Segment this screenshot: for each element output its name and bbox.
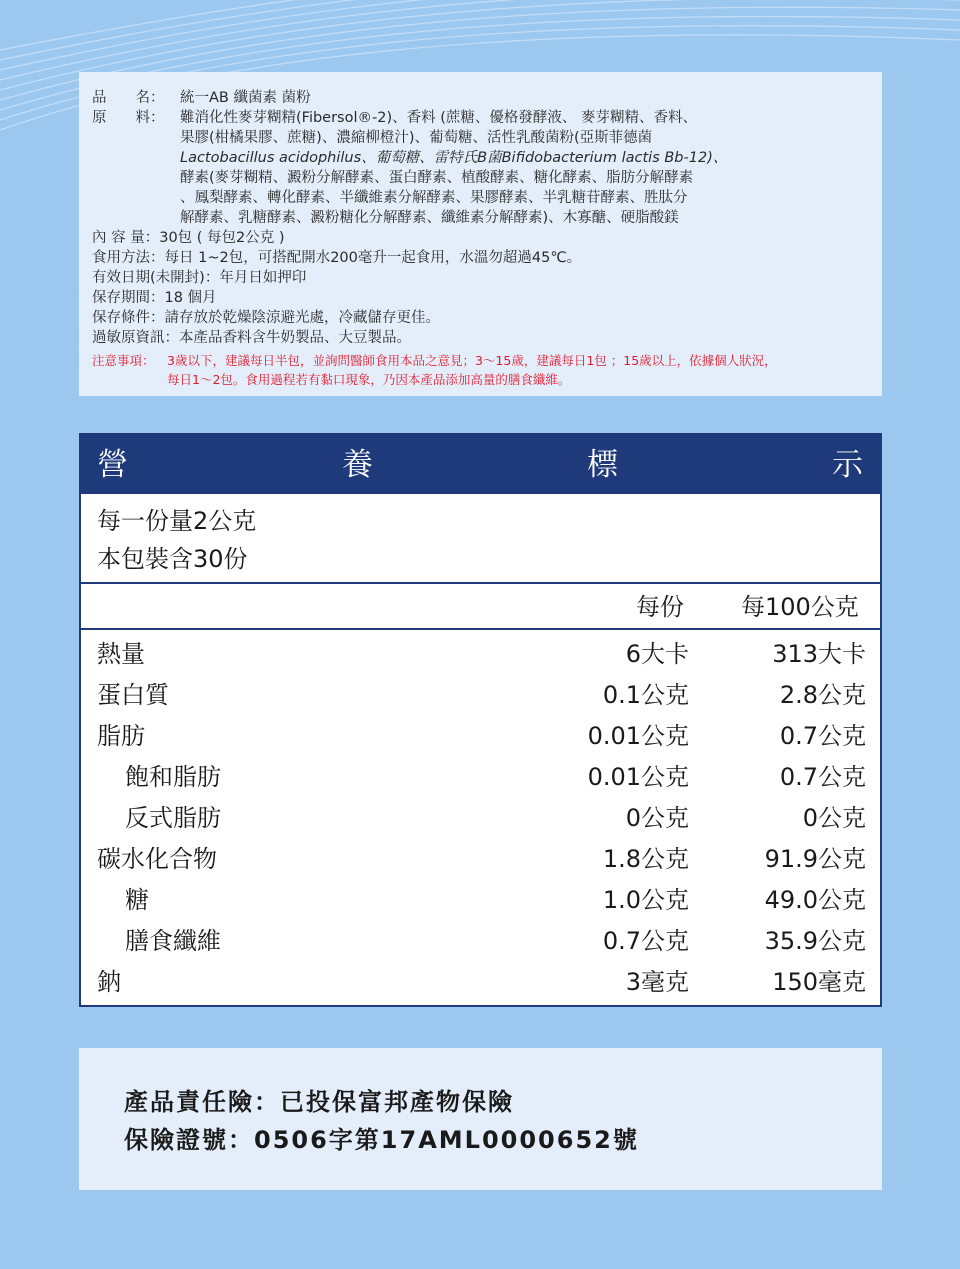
nutrient-per-100g: 0公克 xyxy=(802,804,866,832)
insurance-panel xyxy=(79,1048,882,1190)
policy-number-text: 保險證號：0506字第17AML0000652號 xyxy=(124,1126,639,1154)
nutrient-per-100g: 2.8公克 xyxy=(779,681,866,709)
notice-label: 注意事項： xyxy=(92,353,155,368)
product-name-value: 統一AB 纖菌素 菌粉 xyxy=(180,90,311,106)
nutrient-name: 蛋白質 xyxy=(97,681,169,709)
nutrition-title-char-3: 標 xyxy=(587,447,618,483)
nutrient-per-serving: 0.01公克 xyxy=(587,763,689,791)
allergen-label: 過敏原資訊： xyxy=(92,330,179,346)
nutrient-per-100g: 313大卡 xyxy=(772,640,866,668)
storage-label: 保存條件： xyxy=(92,310,165,326)
nutrient-per-serving: 0.1公克 xyxy=(602,681,689,709)
nutrition-title-char-1: 營 xyxy=(97,447,128,483)
nutrient-per-serving: 1.0公克 xyxy=(602,886,689,914)
storage-value: 請存放於乾燥陰涼避光處，冷藏儲存更佳。 xyxy=(164,310,440,326)
content-row xyxy=(92,229,285,248)
shelf-life-value: 18 個月 xyxy=(164,290,217,306)
nutrient-per-serving: 0.01公克 xyxy=(587,722,689,750)
nutrient-per-serving: 0公克 xyxy=(625,804,689,832)
nutrient-per-100g: 91.9公克 xyxy=(764,845,866,873)
nutrient-name: 脂肪 xyxy=(97,722,145,750)
nutrient-per-100g: 0.7公克 xyxy=(779,722,866,750)
ingredients-line-4: 酵素(麥芽糊精、澱粉分解酵素、蛋白酵素、植酸酵素、糖化酵素、脂肪分解酵素 xyxy=(180,170,694,186)
column-header-per-100g: 每100公克 xyxy=(741,593,859,621)
product-info-panel xyxy=(79,72,882,396)
liability-insurance-text: 產品責任險：已投保富邦產物保險 xyxy=(124,1088,514,1116)
storage-row xyxy=(92,309,440,328)
ingredients-line-2: 果膠(柑橘果膠、蔗糖)、濃縮柳橙汁)、葡萄糖、活性乳酸菌粉(亞斯菲德菌 xyxy=(180,130,653,146)
product-name-label: 品 名： xyxy=(92,90,165,106)
ingredients-line-1: 難消化性麥芽糊精(Fibersol®-2)、香料 (蔗糖、優格發酵液、 麥芽糊精、香料、 xyxy=(180,110,697,126)
ingredients-line-5: 、鳳梨酵素、轉化酵素、半纖維素分解酵素、果膠酵素、半乳糖苷酵素、胜肽分 xyxy=(180,190,688,206)
nutrient-per-serving: 3毫克 xyxy=(625,968,689,996)
nutrient-per-serving: 1.8公克 xyxy=(602,845,689,873)
nutrition-title-bar xyxy=(81,435,880,494)
nutrition-title-char-4: 示 xyxy=(832,447,863,483)
nutrient-name: 反式脂肪 xyxy=(125,804,221,832)
divider-header xyxy=(81,628,880,630)
shelf-life-row xyxy=(92,289,217,308)
nutrient-per-100g: 0.7公克 xyxy=(779,763,866,791)
nutrient-per-serving: 0.7公克 xyxy=(602,927,689,955)
nutrient-per-100g: 150毫克 xyxy=(772,968,866,996)
usage-row xyxy=(92,249,581,268)
ingredients-label: 原 料： xyxy=(92,110,165,126)
shelf-life-label: 保存期間： xyxy=(92,290,165,306)
allergen-row xyxy=(92,329,411,348)
servings-per-pack: 本包裝含30份 xyxy=(97,545,248,573)
expiry-label: 有效日期(未開封)： xyxy=(92,270,220,286)
content-value: 30包 ( 每包2公克 ) xyxy=(159,230,285,246)
nutrient-name: 膳食纖維 xyxy=(125,927,221,955)
nutrient-per-serving: 6大卡 xyxy=(625,640,689,668)
usage-value: 每日 1~2包，可搭配開水200毫升一起食用，水溫勿超過45℃。 xyxy=(164,250,582,266)
notice-line-2: 每日1～2包。食用過程若有黏口現象，乃因本產品添加高量的膳食纖維。 xyxy=(167,372,571,387)
ingredients-line-6: 解酵素、乳糖酵素、澱粉糖化分解酵素、纖維素分解酵素)、木寡醣、硬脂酸鎂 xyxy=(180,210,679,226)
expiry-value: 年月日如押印 xyxy=(219,270,307,286)
content-label: 內 容 量： xyxy=(92,230,160,246)
nutrition-facts-table xyxy=(79,433,882,1007)
notice-line-1: 3歲以下，建議每日半包，並詢問醫師食用本品之意見；3～15歲，建議每日1包 ；15歲以上，依據個人狀況， xyxy=(167,353,777,368)
nutrient-name: 熱量 xyxy=(97,640,145,668)
nutrient-name: 飽和脂肪 xyxy=(125,763,221,791)
usage-label: 食用方法： xyxy=(92,250,165,266)
ingredients-line-3: Lactobacillus acidophilus、葡萄糖、雷特氏B菌Bifidobacterium lactis Bb-12)、 xyxy=(180,150,728,166)
nutrient-per-100g: 35.9公克 xyxy=(764,927,866,955)
serving-size: 每一份量2公克 xyxy=(97,507,257,535)
nutrient-name: 糖 xyxy=(125,886,149,914)
divider-top xyxy=(81,582,880,584)
nutrient-name: 碳水化合物 xyxy=(97,845,217,873)
expiry-row xyxy=(92,269,306,288)
column-header-per-serving: 每份 xyxy=(636,593,684,621)
nutrition-title-char-2: 養 xyxy=(342,447,373,483)
nutrient-per-100g: 49.0公克 xyxy=(764,886,866,914)
allergen-value: 本產品香料含牛奶製品、大豆製品。 xyxy=(179,330,411,346)
nutrient-name: 鈉 xyxy=(97,968,121,996)
